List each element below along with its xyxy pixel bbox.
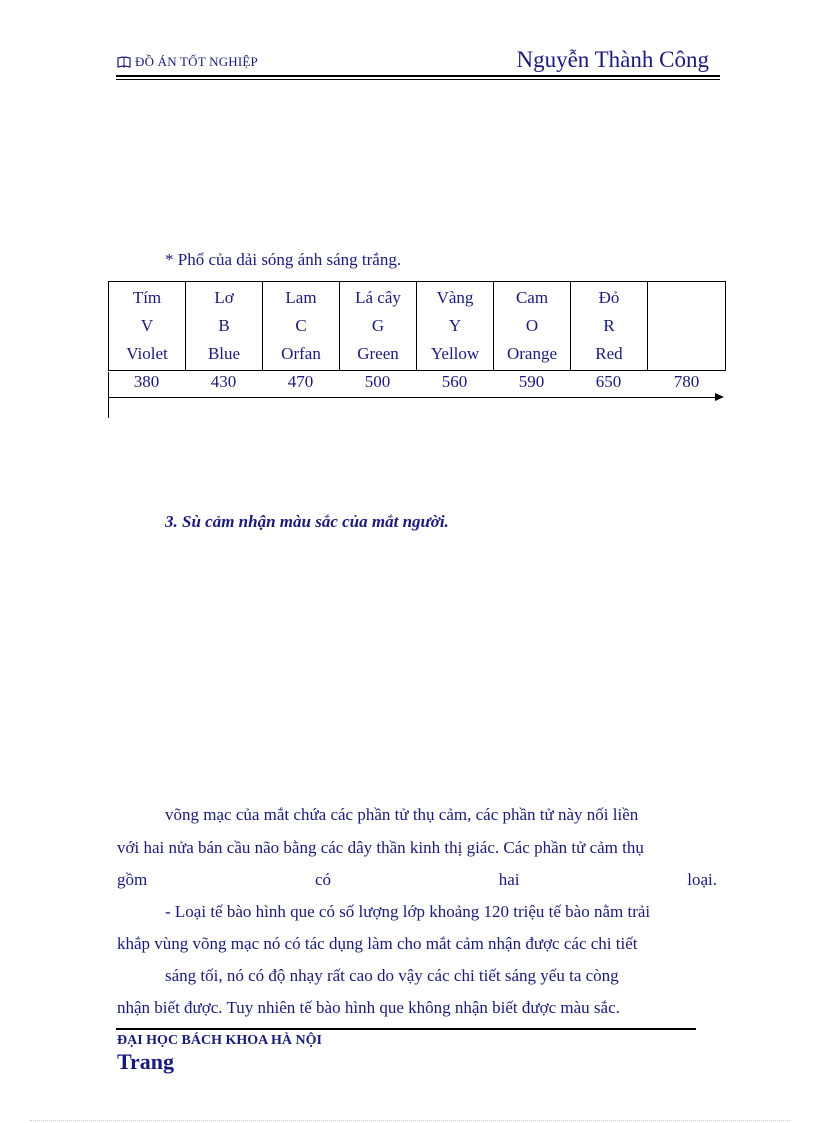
body-line: - Loại tế bào hình que có số lượng lớp khoảng 120 triệu tế bào nằm trải [165, 902, 651, 921]
header-rule-thin [116, 79, 720, 80]
color-name-en: Yellow [430, 344, 480, 363]
header-doc-title [117, 54, 258, 70]
body-line: nhận biết được. Tuy nhiên tế bào hình que không nhận biết được màu sắc. [117, 998, 620, 1017]
spectrum-column [263, 282, 340, 370]
footer-school: ĐẠI HỌC BÁCH KHOA HÀ NỘI [117, 1033, 322, 1048]
body-word: hai [498, 870, 520, 889]
color-name-vi: Lơ [214, 288, 234, 307]
wavelength-label: 650 [595, 372, 622, 391]
color-code: V [140, 316, 154, 335]
color-name-vi: Lam [285, 288, 317, 307]
wavelength-label: 500 [364, 372, 391, 391]
arrow-right-icon [715, 393, 724, 401]
header-rule [116, 75, 720, 77]
spectrum-caption: * Phổ của dải sóng ánh sáng trắng. [165, 250, 402, 269]
body-line: khắp vùng võng mạc nó có tác dụng làm cho mắt cảm nhận được các chi tiết [117, 934, 638, 953]
color-name-en: Orange [506, 344, 558, 363]
body-word: có [314, 870, 331, 889]
wavelength-row [108, 372, 726, 392]
color-code: O [525, 316, 539, 335]
color-name-en: Red [595, 344, 623, 363]
spectrum-column [109, 282, 186, 370]
color-name-en: Orfan [281, 344, 321, 363]
color-name-en: Blue [207, 344, 241, 363]
color-code: B [218, 316, 230, 335]
body-line: sáng tối, nó có độ nhạy rất cao do vậy các chi tiết sáng yếu ta còng [165, 966, 619, 985]
wavelength-label: 590 [518, 372, 545, 391]
wavelength-label: 780 [673, 372, 700, 391]
color-name-vi: Tím [132, 288, 162, 307]
section-heading: 3. Sù cảm nhận màu sắc của mắt người. [165, 512, 449, 531]
body-word: loại. [687, 870, 717, 889]
color-name-vi: Vàng [436, 288, 474, 307]
wavelength-label: 560 [441, 372, 468, 391]
color-code: R [603, 316, 615, 335]
body-text: võng mạc của mắt chứa các phần tử thụ cảm, các phần tử này nối liền [165, 805, 639, 824]
body-line-justified [117, 870, 717, 890]
color-name-en: Green [357, 344, 399, 363]
axis-tick-line [108, 372, 109, 418]
spectrum-column-empty [648, 282, 725, 370]
wavelength-label: 380 [133, 372, 160, 391]
color-name-vi: Cam [515, 288, 549, 307]
header-left-label: ĐỒ ÁN TỐT NGHIỆP [135, 54, 258, 69]
footer-rule [116, 1028, 696, 1030]
body-word: gồm [117, 870, 148, 889]
color-code: C [295, 316, 307, 335]
wavelength-axis-line [108, 397, 716, 398]
color-name-en: Violet [126, 344, 168, 363]
spectrum-column [417, 282, 494, 370]
spectrum-column [340, 282, 417, 370]
spectrum-column [571, 282, 648, 370]
footer-page-label: Trang [117, 1049, 175, 1074]
color-name-vi: Lá cây [355, 288, 401, 307]
color-code: G [371, 316, 385, 335]
body-line: với hai nửa bán cầu não bằng các dây thần kinh thị giác. Các phần tử cảm thụ [117, 838, 644, 857]
spectrum-column [186, 282, 263, 370]
color-name-vi: Đỏ [598, 288, 620, 307]
page-edge [30, 1120, 790, 1121]
book-icon [117, 56, 131, 68]
wavelength-label: 470 [287, 372, 314, 391]
spectrum-column [494, 282, 571, 370]
spectrum-table [108, 281, 726, 371]
header-author: Nguyễn Thành Công [516, 47, 709, 72]
wavelength-label: 430 [210, 372, 237, 391]
body-line [165, 805, 717, 825]
color-code: Y [448, 316, 462, 335]
